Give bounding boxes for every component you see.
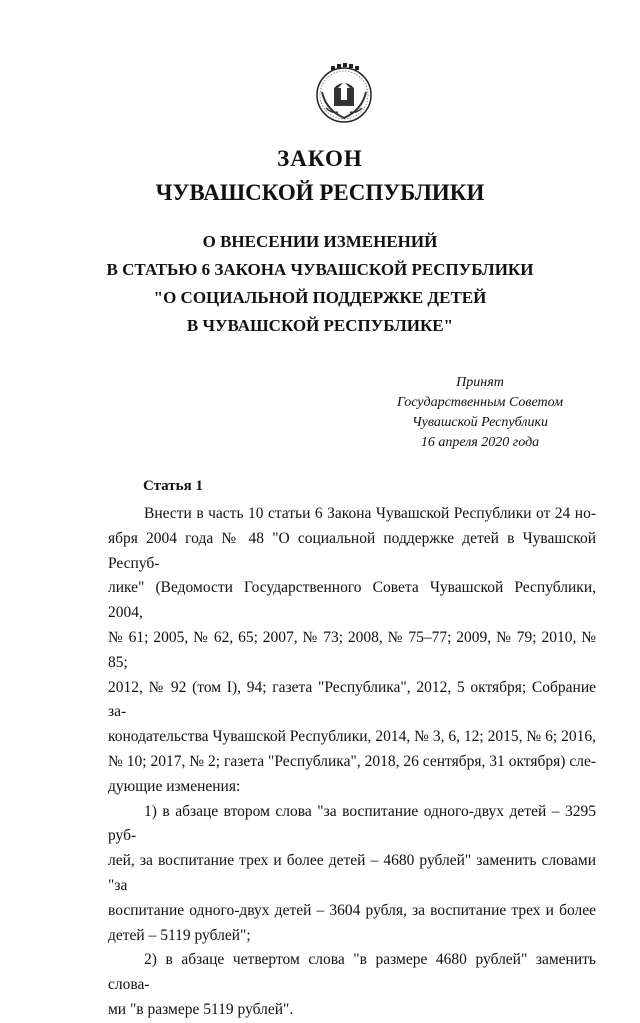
body-line: воспитание одного-двух детей – 3604 рубля, за воспитание трех и более [108,901,596,919]
body-line: 1) в абзаце втором слова "за воспитание одного-двух детей – 3295 руб- [108,802,596,845]
article-body [108,502,596,1023]
subtitle-line: В ЧУВАШСКОЙ РЕСПУБЛИКЕ" [186,316,454,335]
body-line: лей, за воспитание трех и более детей – 4680 рублей" заменить словами "за [108,852,596,894]
body-line: 2) в абзаце четвертом слова "в размере 4680 рублей" заменить слова- [108,951,596,994]
body-line: ми "в размере 5119 рублей". [108,1000,294,1018]
adoption-line: Государственным Советом [396,395,564,410]
body-line: Внести в часть 10 статьи 6 Закона Чувашской Республики от 24 но- [144,505,596,522]
body-line: ября 2004 года № 48 "О социальной поддержке детей в Чувашской Респуб- [108,529,596,572]
body-line: конодательства Чувашской Республики, 2014, № 3, 6, 12; 2015, № 6; 2016, [108,728,596,746]
body-line: дующие изменения: [108,777,241,795]
body-line: детей – 5119 рублей"; [108,926,251,944]
article-heading: Статья 1 [143,478,203,494]
republic-title: ЧУВАШСКОЙ РЕСПУБЛИКИ [155,180,485,205]
subtitle-line: О ВНЕСЕНИИ ИЗМЕНЕНИЙ [202,232,438,251]
adoption-date: 16 апреля 2020 года [420,435,540,450]
adoption-line: Принят [456,375,504,390]
body-line: № 61; 2005, № 62, 65; 2007, № 73; 2008, № 75–77; 2009, № 79; 2010, № 85; [108,628,596,671]
subtitle-line: "О СОЦИАЛЬНОЙ ПОДДЕРЖКЕ ДЕТЕЙ [153,288,487,307]
adoption-note [370,373,590,453]
body-line: 2012, № 92 (том I), 94; газета "Республика", 2012, 5 октября; Собрание за- [108,678,596,721]
law-title: ЗАКОН [277,146,363,171]
subtitle-line: В СТАТЬЮ 6 ЗАКОНА ЧУВАШСКОЙ РЕСПУБЛИКИ [106,260,534,279]
law-subtitle [0,228,640,340]
chuvash-emblem-icon [314,62,374,124]
adoption-line: Чувашской Республики [412,415,548,430]
body-line: № 10; 2017, № 2; газета "Республика", 2018, 26 сентября, 31 октября) сле- [108,752,596,770]
body-line: лике" (Ведомости Государственного Совета Чувашской Республики, 2004, [108,579,596,622]
